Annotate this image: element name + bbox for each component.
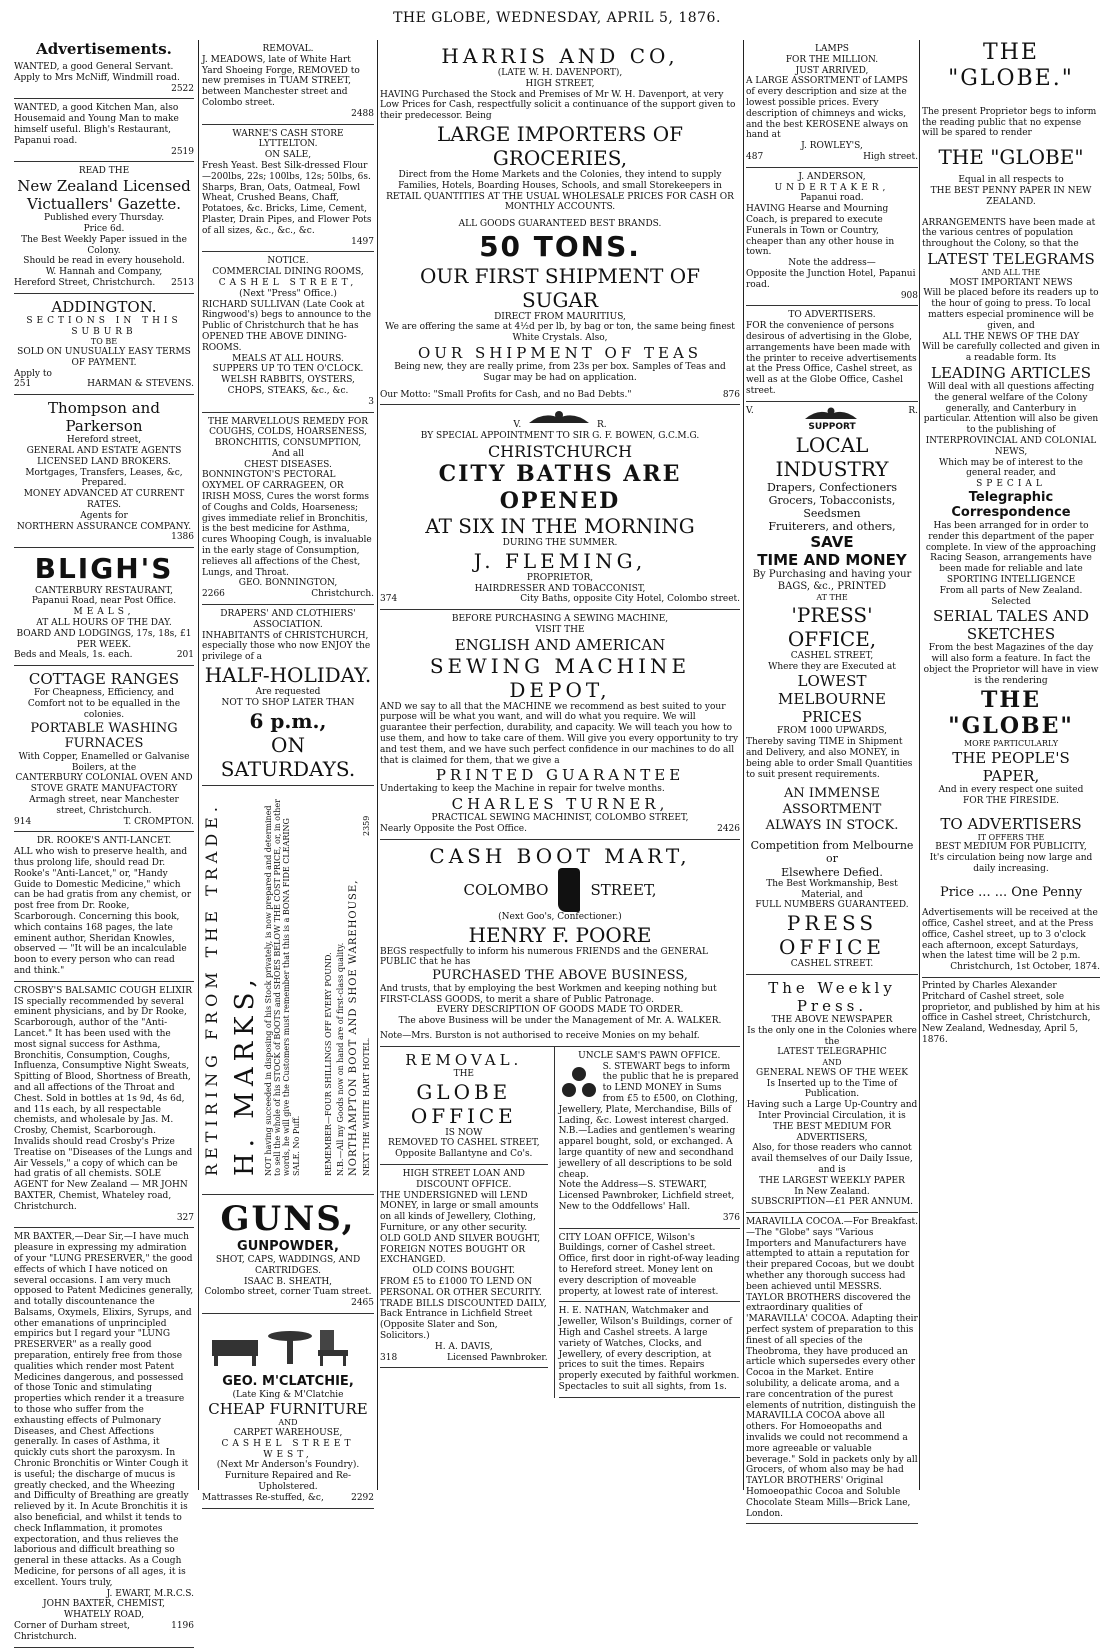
- ad-cottage-ranges: COTTAGE RANGES For Cheapness, Efficiency, and Comfort not to be equalled in the colonies. PORTABLE WASHING FURNACES With Copper, Enamelled or Galvanise Boilers, at the CANTERBURY COLONIAL OVEN AND STOVE GRATE MANUFACTORY Armagh street, near Manchester street, Christchurch. 914 T. CROMPTON.: [14, 666, 194, 832]
- ad-loan-office: HIGH STREET LOAN AND DISCOUNT OFFICE. THE UNDERSIGNED will LEND MONEY, in large or small amounts on all kinds of Jewellery, Clothing, Furniture, or any other security. OLD GOLD AND SILVER BOUGHT, FOREIGN NOTES BOUGHT OR EXCHANGED. OLD COINS BOUGHT. FROM £5 to £1000 TO LEND ON PERSONAL OR OTHER SECURITY. TRADE BILLS DISCOUNTED DAILY, Back Entrance in Lichfield Street (Opposite Slater and Son, Solicitors.) H. A. DAVIS, 318 Licensed Pawnbroker.: [380, 1165, 548, 1368]
- ad-half-holiday: DRAPERS' AND CLOTHIERS' ASSOCIATION. INHABITANTS of CHRISTCHURCH, especially those who now ENJOY the privilege of a HALF-HOLIDAY. Are requested NOT TO SHOP LATER THAN 6 p.m., ON SATURDAYS.: [202, 605, 374, 786]
- ad-warne: WARNE'S CASH STORE LYTTELTON. ON SALE, Fresh Yeast. Best Silk-dressed Flour—200lbs, 22s; 100lbs, 12s; 50lbs, 6s. Sharps, Bran, Oats, Oatmeal, Fowl Wheat, Crushed Beans, Chaff, Potatoes, &c. Bricks, Lime, Cement, Plaster, Drain Pipes, and Flower Pots of all sizes, &c., &c., &c. 1497: [202, 125, 374, 253]
- column-4: [746, 40, 918, 1519]
- column-3: [380, 40, 740, 1495]
- ad-harris: HARRIS AND CO, (LATE W. H. DAVENPORT), HIGH STREET, HAVING Purchased the Stock and Premises of Mr W. H. Davenport, at very Low Prices for Cash, respectfully solicit a continuance of the support given to their predecessor. Being LARGE IMPORTERS OF GROCERIES, Direct from the Home Markets and the Colonies, they intend to supply Families, Hotels, Boarding Houses, Schools, and small Storekeepers in RETAIL QUANTITIES AT THE USUAL WHOLESALE PRICES FOR CASH OR MONTHLY ACCOUNTS. ALL GOODS GUARANTEED BEST BRANDS. 50 TONS. OUR FIRST SHIPMENT OF SUGAR DIRECT FROM MAURITIUS, We are offering the same at 4½d per lb, by bag or ton, the same being finest White Crystals. Also, OUR SHIPMENT OF TEAS Being new, they are really prime, from 23s per box. Samples of Teas and Sugar may be had on application. Our Motto: "Small Profits for Cash, and no Bad Debts." 876: [380, 40, 740, 405]
- column-rule: [743, 40, 744, 1490]
- crest-icon: [524, 409, 594, 427]
- royal-crest: V. R.: [380, 409, 740, 431]
- column-rule: [377, 40, 378, 1490]
- ad-pawn-office: UNCLE SAM'S PAWN OFFICE. S. STEWART begs to inform the public that he is prepared to LEND MONEY in Sums from £5 to £500, on Clothing, Jewellery, Plate, Merchandise, Bills of Lading, &c. Lowest interest charged. N.B.—Ladies and gentlemen's wearing apparel bought, sold, or exchanged. A large quantity of new and secondhand jewellery of all descriptions to be sold cheap. Note the Address—S. STEWART, Licensed Pawnbroker, Lichfield street, New to the Oddfellows' Hall. 376: [559, 1047, 740, 1229]
- ad-bonnington: THE MARVELLOUS REMEDY FOR COUGHS, COLDS, HOARSENESS, BRONCHITIS, CONSUMPTION, And all CHEST DISEASES. BONNINGTON'S PECTORAL OXYMEL OF CARRAGEEN, OR IRISH MOSS, Cures the worst forms of Coughs and Colds, Hoarseness; gives immediate relief in Bronchitis, is the best medicine for Asthma, cures Whooping Cough, is invaluable in the early stage of Consumption, relieves all affections of the Chest, Lungs, and Throat. GEO. BONNINGTON, 2266 Christchurch.: [202, 413, 374, 606]
- furniture-icon: [208, 1322, 368, 1370]
- left-stack: [380, 1047, 548, 1398]
- ad-nathan: H. E. NATHAN, Watchmaker and Jeweller, Wilson's Buildings, corner of High and Cashel streets. A large variety of Watches, Clocks, and Jewellery, of every description, at prices to suit the times. Repairs properly executed by faithful workmen. Spectacles to suit all sights, from 1s.: [559, 1302, 740, 1397]
- ad-sewing-machine: BEFORE PURCHASING A SEWING MACHINE, VISIT THE ENGLISH AND AMERICAN SEWING MACHINE DEPOT, AND we say to all that the MACHINE we recommend as best suited to your purpose will be what you want, and will do what you require. We will guarantee their perfection, durability, and capacity. We will teach you how to use them, and how to take care of them. Will give you every opportunity to try and test them, and we have such perfect confidence in our machines to do all that is claimed for them, that we give a PRINTED GUARANTEE Undertaking to keep the Machine in repair for twelve months. CHARLES TURNER, PRACTICAL SEWING MACHINIST, COLOMBO STREET, Nearly Opposite the Post Office. 2426: [380, 610, 740, 840]
- ad-dining-rooms: NOTICE. COMMERCIAL DINING ROOMS, CASHEL STREET, (Next "Press" Office.) RICHARD SULLIVAN (Late Cook at Ringwood's) begs to announce to the Public of Christchurch that he has OPENED THE ABOVE DINING-ROOMS. MEALS AT ALL HOURS. SUPPERS UP TO TEN O'CLOCK. WELSH RABBITS, OYSTERS, CHOPS, STEAKS, &c., &c. 3: [202, 252, 374, 412]
- ad-baxter: MR BAXTER,—Dear Sir,—I have much pleasure in expressing my admiration of your "LUNG PRESERVER," the good effects of which I have noticed on several occasions. I am very much opposed to Patent Medicines generally, and totally discountenance the Balsams, Oxymels, Elixirs, Syrups, and other emanations of unprincipled empirics but I regard your "LUNG PRESERVER" as a really good preparation, entirely free from those qualities which render most Patent Medicines dangerous, and possessed of those Tonic and stimulating properties which render it a treasure to those who suffer from the exhausting effects of Pulmonary Diseases, and Chest Affections generally. In cases of Asthma, it quickly cuts short the paroxysm. In Chronic Bronchitis or Winter Cough it is useful; the discharge of mucus is greatly checked, and the Wheezing and Difficulty of Breathing are greatly relieved by it. In Acute Bronchitis it is also beneficial, and whilst it tends to check Inflammation, it promotes expectoration, and thus relieves the laborious and difficult breathing so general in these attacks. As a Cough Medicine, for persons of all ages, it is excellent. Yours truly, J. EWART, M.R.C.S. JOHN BAXTER, CHEMIST, WHATELY ROAD, Corner of Durham street, Christchurch. 1196: [14, 1228, 194, 1647]
- ad-meadows-removal: REMOVAL. J. MEADOWS, late of White Hart Yard Shoeing Forge, REMOVED to new premises in TUAM STREET, between Manchester street and Colombo street. 2488: [202, 40, 374, 125]
- ad-weekly-press: The Weekly Press. THE ABOVE NEWSPAPER Is the only one in the Colonies where the LATEST TELEGRAPHIC AND GENERAL NEWS OF THE WEEK Is Inserted up to the Time of Publication. Having such a Large Up-Country and Inter Provincial Circulation, it is THE BEST MEDIUM FOR ADVERTISERS, Also, for those readers who cannot avail themselves of our Daily Issue, and is THE LARGEST WEEKLY PAPER In New Zealand. SUBSCRIPTION—£1 PER ANNUM.: [746, 975, 918, 1213]
- ad-city-loan: CITY LOAN OFFICE, Wilson's Buildings, corner of Cashel street. Office, first door in right-of-way leading to Hereford street. Money lent on every description of moveable property, at lowest rate of interest.: [559, 1229, 740, 1303]
- column-1: [14, 40, 194, 1642]
- ad-cash-boot-mart: CASH BOOT MART, COLOMBO STREET, (Next Goo's, Confectioner.) HENRY F. POORE BEGS respectfully to inform his numerous FRIENDS and the GENERAL PUBLIC that he has PURCHASED THE ABOVE BUSINESS, And trusts, that by employing the best Workmen and keeping nothing but FIRST-CLASS GOODS, to merit a share of Public Patronage. EVERY DESCRIPTION OF GOODS MADE TO ORDER. The above Business will be under the Management of Mr. A. WALKER. Note—Mrs. Burston is not authorised to receive Monies on my behalf.: [380, 840, 740, 1047]
- crest-icon: [801, 406, 861, 422]
- ad-rooke: DR. ROOKE'S ANTI-LANCET. ALL who wish to preserve health, and thus prolong life, should read Dr. Rooke's "Anti-Lancet," or, "Handy Guide to Domestic Medicine," which can be had gratis from any chemist, or post free from Dr. Rooke, Scarborough. Concerning this book, which contains 168 pages, the late eminent author, Sheridan Knowles, observed — "It will be an incalculable boon to every person who can read and think.": [14, 832, 194, 981]
- ad-blighs: BLIGH'S CANTERBURY RESTAURANT, Papanui Road, near Post Office. MEALS, AT ALL HOURS OF THE DAY. BOARD AND LODGINGS, 17s, 18s, £1 PER WEEK. Beds and Meals, 1s. each. 201: [14, 548, 194, 666]
- column-rule: [919, 40, 920, 1490]
- ad-marks-retiring: RETIRING FROM THE TRADE. H. MARKS, NOT having succeeded in disposing of his Stock privately, is now prepared and determined to sell the whole of his STOCK of BOOTS and SHOES BELOW THE COST PRICE, or, in other words, he will give the Customers must remember that this is a BONA FIDE CLEARING SALE. No Puff. REMEMBER—FOUR SHILLINGS OFF EVERY POUND. N.B.—All my Goods now on hand are of first-class quality. NORTHAMPTON BOOT AND SHOE WAREHOUSE, NEXT THE WHITE HART HOTEL. 2359: [202, 786, 374, 1195]
- ad-addington: ADDINGTON. SECTIONS IN THIS SUBURB TO BE SOLD ON UNUSUALLY EASY TERMS OF PAYMENT. Apply to 251 HARMAN & STEVENS.: [14, 294, 194, 395]
- ad-anderson: J. ANDERSON, UNDERTAKER, Papanui road. HAVING Hearse and Mourning Coach, is prepared to execute Funerals in Town or Country, cheaper than any other house in town. Note the address— Opposite the Junction Hotel, Papanui road. 908: [746, 168, 918, 307]
- boot-icon: [558, 868, 580, 912]
- ad-kitchen: WANTED, a good Kitchen Man, also Housemaid and Young Man to make himself useful. Bligh's Restaurant, Papanui road. 2519: [14, 99, 194, 162]
- ad-servant: WANTED, a good General Servant. Apply to Mrs McNiff, Windmill road. 2522: [14, 58, 194, 99]
- furniture-illustration: [202, 1322, 374, 1370]
- ad-lamps: LAMPS FOR THE MILLION. JUST ARRIVED, A LARGE ASSORTMENT of LAMPS of every description and size at the lowest possible prices. Every description of chimneys and wicks, and the best KEROSENE always on hand at J. ROWLEY'S, 487 High street.: [746, 40, 918, 168]
- column-rule: [198, 40, 199, 1490]
- pawn-balls-icon: [559, 1062, 599, 1102]
- ad-crosby: CROSBY'S BALSAMIC COUGH ELIXIR IS specially recommended by several eminent physicians, and by Dr Rooke, Scarborough, author of the "Anti-Lancet." It has been used with the most signal success for Asthma, Bronchitis, Consumption, Coughs, Influenza, Consumptive Night Sweats, Spitting of Blood, Shortness of Breath, and all affections of the Throat and Chest. Sold in bottles at 1s 9d, 4s 6d, and 11s each, by all respectable chemists, and wholesale by Jas. M. Crosby, Chemist, Scarborough. Invalids should read Crosby's Prize Treatise on "Diseases of the Lungs and Air Vessels," a copy of which can be had gratis of all chemists. SOLE AGENT for New Zealand — MR JOHN BAXTER, Chemist, Whateley road, Christchurch. 327: [14, 982, 194, 1229]
- ad-nz-gazette: READ THE New Zealand Licensed Victuallers' Gazette. Published every Thursday. Price 6d. The Best Weekly Paper issued in the Colony. Should be read in every household. W. Hannah and Company, Hereford Street, Christchurch. 2513: [14, 162, 194, 293]
- ad-thompson-parkerson: Thompson and Parkerson Hereford street, GENERAL AND ESTATE AGENTS LICENSED LAND BROKERS. Mortgages, Transfers, Leases, &c, Prepared. MONEY ADVANCED AT CURRENT RATES. Agents for NORTHERN ASSURANCE COMPANY. 1386: [14, 395, 194, 548]
- globe-notice: THE "GLOBE." The present Proprietor begs to inform the reading public that no expense will be spared to render THE "GLOBE" Equal in all respects to THE BEST PENNY PAPER IN NEW ZEALAND. ARRANGEMENTS have been made at the various centres of population throughout the Colony, so that the LATEST TELEGRAMS AND ALL THE MOST IMPORTANT NEWS Will be placed before its readers up to the hour of going to press. To local matters especial prominence will be given, and ALL THE NEWS OF THE DAY Will be carefully collected and given in a readable form. Its LEADING ARTICLES Will deal with all questions affecting the general welfare of the Colony generally, and Canterbury in particular. Attention will also be given to the publishing of INTERPROVINCIAL AND COLONIAL NEWS, Which may be of interest to the general reader, and SPECIAL Telegraphic Correspondence Has been arranged for in order to render this department of the paper complete. In view of the approaching Racing Season, arrangements have been made for reliable and late SPORTING INTELLIGENCE From all parts of New Zealand. Selected SERIAL TALES AND SKETCHES From the best Magazines of the day will also form a feature. In fact the object the Proprietor will have in view is the rendering THE "GLOBE" MORE PARTICULARLY THE PEOPLE'S PAPER, And in every respect one suited FOR THE FIRESIDE. TO ADVERTISERS IT OFFERS THE BEST MEDIUM FOR PUBLICITY, It's circulation being now large and daily increasing. Price ... ... One Penny Advertisements will be received at the office, Cashel street, and at the Press office, Cashel street, up to 3 o'clock each afternoon, except Saturdays, when the latest time will be 2 p.m. Christchurch, 1st October, 1874. Printed by Charles Alexander Pritchard of Cashel street, sole proprietor, and published by him at his office in Cashel street, Christchurch, New Zealand, Wednesday, April 5, 1876.: [922, 40, 1100, 1045]
- column-5: [922, 40, 1100, 1495]
- ad-mclatchie: GEO. M'CLATCHIE, (Late King & M'Clatchie CHEAP FURNITURE AND CARPET WAREHOUSE, CASHEL STREET WEST, (Next Mr Anderson's Foundry). Furniture Repaired and Re-Upholstered. Mattrasses Re-stuffed, &c, 2292: [202, 1314, 374, 1509]
- column-2: [202, 40, 374, 1503]
- ad-local-industry: V. R. SUPPORT LOCAL INDUSTRY Drapers, Confectioners Grocers, Tobacconists, Seedsmen Fruiterers, and others, SAVE TIME AND MONEY By Purchasing and having your BAGS, &c., PRINTED AT THE 'PRESS' OFFICE, CASHEL STREET, Where they are Executed at LOWEST MELBOURNE PRICES FROM 1000 UPWARDS, Thereby saving TIME in Shipment and Delivery, and also MONEY, in being able to order Small Quantities to suit present requirements. AN IMMENSE ASSORTMENT ALWAYS IN STOCK. Competition from Melbourne or Elsewhere Defied. The Best Workmanship, Best Material, and FULL NUMBERS GUARANTEED. PRESS OFFICE CASHEL STREET.: [746, 402, 918, 975]
- advertisements-heading: Advertisements.: [36, 40, 172, 58]
- masthead: THE GLOBE, WEDNESDAY, APRIL 5, 1876.: [393, 10, 721, 26]
- ad-guns: GUNS, GUNPOWDER, SHOT, CAPS, WADDINGS, AND CARTRIDGES. ISAAC B. SHEATH, Colombo street, corner Tuam street. 2465: [202, 1195, 374, 1314]
- ad-globe-removal: REMOVAL. THE GLOBE OFFICE IS NOW REMOVED TO CASHEL STREET, Opposite Ballantyne and Co's.: [380, 1047, 548, 1165]
- ad-city-baths: V. R. BY SPECIAL APPOINTMENT TO SIR G. F. BOWEN, G.C.M.G. CHRISTCHURCH CITY BATHS ARE OPENED AT SIX IN THE MORNING DURING THE SUMMER. J. FLEMING, PROPRIETOR, HAIRDRESSER AND TOBACCONIST, 374 City Baths, opposite City Hotel, Colombo street.: [380, 405, 740, 610]
- ad-to-advertisers: TO ADVERTISERS. FOR the convenience of persons desirous of advertising in the Globe, arrangements have been made with the printer to receive advertisements at the Press Office, Cashel street, as well as at the Globe Office, Cashel street.: [746, 306, 918, 401]
- royal-crest: V. R.: [746, 406, 918, 422]
- bottom-row: [380, 1047, 740, 1398]
- right-stack: [554, 1047, 740, 1398]
- ad-maravilla-cocoa: MARAVILLA COCOA.—For Breakfast.—The "Globe" says "Various Importers and Manufacturers have attempted to attain a reputation for their prepared Cocoas, but we doubt whether any thorough success had been achieved until MESSRS. TAYLOR BROTHERS discovered the extraordinary qualities of 'MARAVILLA' COCOA. Adapting their perfect system of preparation to this finest of all species of the Theobroma, they have produced an article which supersedes every other Cocoa in the Market. Entire solubility, a delicate aroma, and a rare concentration of the purest elements of nutrition, distinguish the MARAVILLA COCOA above all others. For Homoeopaths and invalids we could not recommend a more agreeable or valuable beverage." Sold in packets only by all Grocers, of whom also may be had TAYLOR BROTHERS' Original Homoeopathic Cocoa and Soluble Chocolate Steam Mills—Brick Lane, London.: [746, 1213, 918, 1524]
